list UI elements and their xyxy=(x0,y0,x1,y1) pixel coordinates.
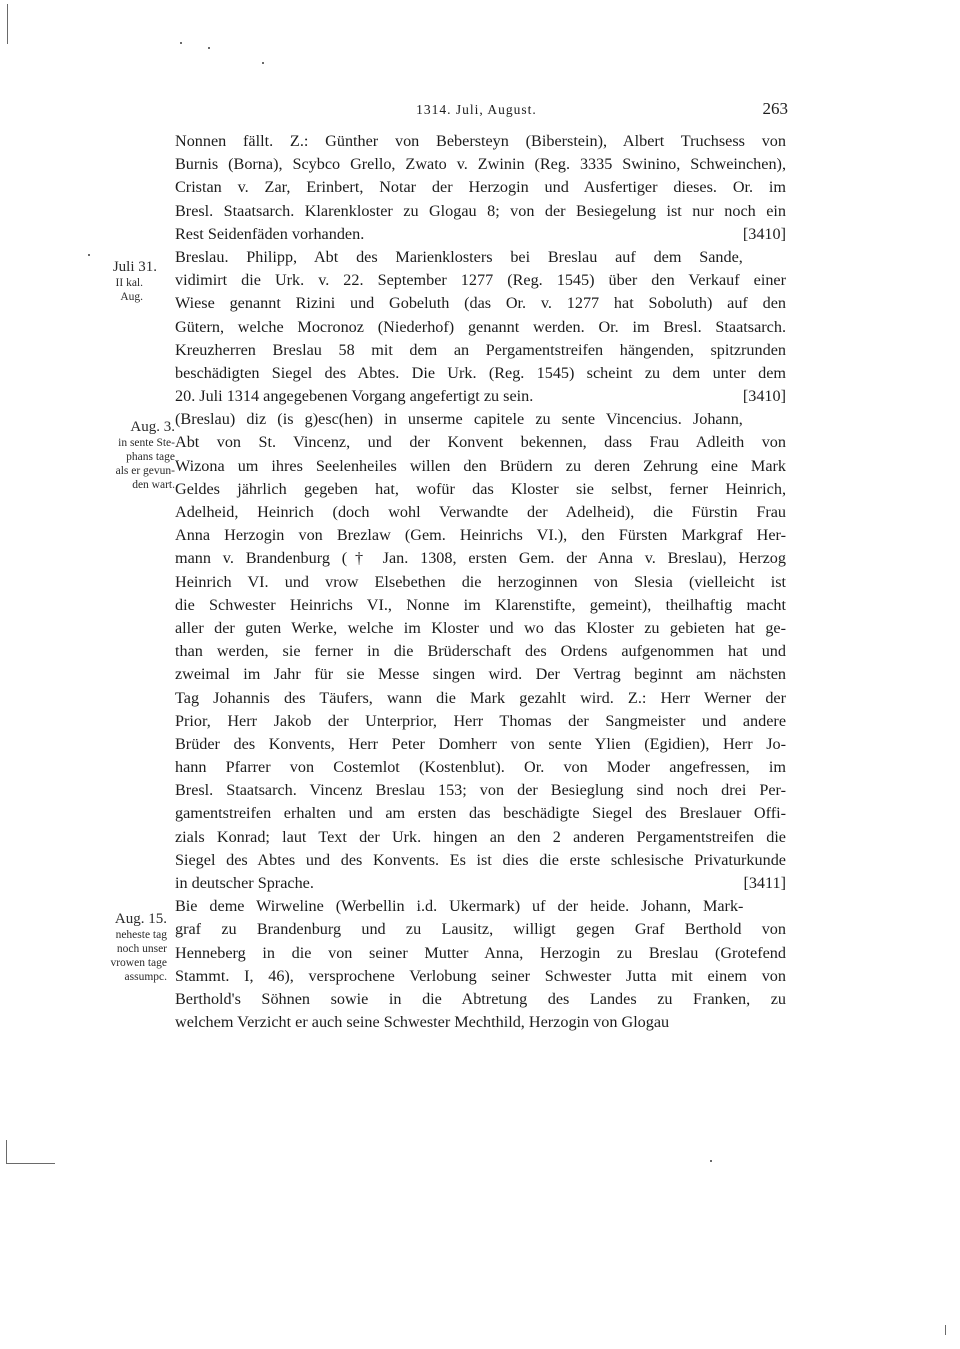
text-line-content: Rest Seidenfäden vorhanden. xyxy=(175,224,365,243)
text-line xyxy=(175,385,786,408)
margin-note-line: Aug. xyxy=(120,291,143,303)
text-line: Henneberg in die von seiner Mutter Anna, Herzogin zu Breslau (Grotefend xyxy=(175,943,786,962)
page-number: 263 xyxy=(762,99,788,118)
text-line: Geldes jährlich gegeben hat, wofür das Kloster sie selbst, ferner Heinrich, xyxy=(175,479,786,498)
margin-date: Aug. 15. xyxy=(114,911,167,927)
scan-edge-mark xyxy=(7,1163,55,1164)
scan-speck xyxy=(180,42,182,44)
scan-edge-mark xyxy=(945,1325,946,1335)
text-line: welchem Verzicht er auch seine Schwester Mechthild, Herzogin von Glogau xyxy=(175,1013,670,1032)
text-line-content: 20. Juli 1314 angegebenen Vorgang angefertigt zu sein. xyxy=(175,387,534,406)
text-line: Burnis (Borna), Scybco Grello, Zwato v. Zwinin (Reg. 3335 Swinino, Schweinchen), xyxy=(175,155,786,174)
text-line: Brüder des Konvents, Herr Peter Domherr von sente Ylien (Egidien), Herr Jo- xyxy=(175,734,786,753)
margin-note-line: in sente Ste- xyxy=(118,437,175,449)
text-line xyxy=(175,872,786,895)
scan-speck xyxy=(262,62,264,64)
margin-note-line: II kal. xyxy=(115,277,143,289)
text-line: hann Pfarrer von Costemlot (Kostenblut). Or. von Moder angefressen, im xyxy=(175,758,786,777)
text-line: gamentstreifen erhalten und am ersten das beschädigte Siegel des Breslauer Offi- xyxy=(175,804,786,823)
text-line: Siegel des Abtes und des Konvents. Es ist dies die erste schlesische Privaturkunde xyxy=(175,850,786,869)
text-line-content: in deutscher Sprache. xyxy=(175,874,314,892)
scan-speck xyxy=(88,254,90,256)
text-line: Cristan v. Zar, Erinbert, Notar der Herzogin und Ausfertiger dieses. Or. im xyxy=(175,178,786,197)
text-line: Nonnen fällt. Z.: Günther von Bebersteyn (Biberstein), Albert Truchsess von xyxy=(175,132,786,150)
text-line: Prior, Herr Jakob der Unterprior, Herr Thomas der Sangmeister und andere xyxy=(175,711,786,730)
text-line: Heinrich VI. und vrow Elsebethen die herzoginnen von Slesia (vielleicht ist xyxy=(175,572,786,591)
text-line xyxy=(175,223,786,246)
margin-note-line: phans tage xyxy=(126,451,175,463)
margin-note-line: den wart. xyxy=(132,479,175,491)
text-line: Wiese genannt Rizini und Gobeluth (das Or. v. 1277 hat Soboluth) auf den xyxy=(175,294,786,313)
text-line: Breslau. Philipp, Abt des Marienklosters bei Breslau auf dem Sande, xyxy=(175,247,743,266)
text-line: Abt von St. Vincenz, und der Konvent bekennen, dass Frau Adleith von xyxy=(175,433,786,452)
text-line: Wizona um ihres Seelenheiles willen den Brüdern zu deren Zehrung eine Mark xyxy=(175,456,786,475)
margin-note-line: neheste tag xyxy=(115,929,167,941)
text-line: aller der guten Werke, welche im Kloster und wo das Kloster zu gebieten hat ge- xyxy=(175,618,786,637)
text-line: beschädigten Siegel des Abtes. Die Urk. (Reg. 1545) scheint zu dem unter dem xyxy=(175,363,786,382)
margin-note-aug-3 xyxy=(80,418,175,492)
text-line: Bresl. Staatsarch. Klarenkloster zu Glogau 8; von der Besiegelung ist nur noch ein xyxy=(175,201,786,220)
entry-number: [3411] xyxy=(743,874,786,892)
text-line: zweimal im Jahr für sie Messe singen wird. Der Vertrag beginnt am nächsten xyxy=(175,665,786,684)
text-line: vidimirt die Urk. v. 22. September 1277 (Reg. 1545) über den Verkauf einer xyxy=(175,271,786,290)
scan-speck xyxy=(710,1160,712,1162)
text-line: Tag Johannis des Täufers, wann die Mark gezahlt wird. Z.: Herr Werner der xyxy=(175,688,786,707)
text-line: than werden, sie ferner in die Brüderschaft des Ordens aufgenommen hat und xyxy=(175,642,786,661)
scan-edge-mark xyxy=(6,1140,7,1164)
text-line: Gütern, welche Mocronoz (Niederhof) genannt werden. Or. im Bresl. Staatsarch. xyxy=(175,317,786,336)
margin-note-line: als er gevun- xyxy=(115,465,175,477)
header-title: 1314. Juli, August. xyxy=(416,102,537,117)
text-line: Anna Herzogin von Brezlaw (Gem. Heinrichs VI.), den Fürsten Markgraf Her- xyxy=(175,526,786,545)
margin-date: Juli 31. xyxy=(112,259,157,275)
text-line: die Schwester Heinrichs VI., Nonne im Klarenstifte, gemeint), theilhaftig macht xyxy=(175,595,786,614)
entry-number: [3410] xyxy=(742,387,786,406)
margin-note-juli-31 xyxy=(62,258,157,304)
text-line: zials Konrad; laut Text der Urk. hingen an den 2 anderen Pergamentstreifen die xyxy=(175,827,786,846)
margin-note-line: vrowen tage xyxy=(110,957,167,969)
running-header xyxy=(175,99,788,126)
text-line: (Breslau) diz (is g)esc(hen) in unserme capitele zu sente Vincencius. Johann, xyxy=(175,410,743,429)
text-line: Berthold's Söhnen sowie in die Abtretung des Landes zu Franken, zu xyxy=(175,989,786,1008)
text-line: Adelheid, Heinrich (doch wohl Verwandte der Adelheid), die Fürstin Frau xyxy=(175,503,786,521)
margin-note-aug-15 xyxy=(72,910,167,984)
text-line: Stammt. I, 46), versprochene Verlobung seiner Schwester Jutta mit einem von xyxy=(175,966,786,985)
margin-date: Aug. 3. xyxy=(130,419,175,435)
text-line: mann v. Brandenburg († Jan. 1308, ersten Gem. der Anna v. Breslau), Herzog xyxy=(175,549,786,568)
text-line: graf zu Brandenburg und zu Lausitz, willigt gegen Graf Berthold von xyxy=(175,920,786,939)
text-line: Bie deme Wirweline (Werbellin i.d. Ukermark) uf der heide. Johann, Mark- xyxy=(175,897,744,916)
text-line: Bresl. Staatsarch. Vincenz Breslau 153; von der Besieglung sind noch drei Per- xyxy=(175,781,786,800)
body-text xyxy=(175,130,786,1034)
text-line: Kreuzherren Breslau 58 mit dem an Pergamentstreifen hängenden, spitzrunden xyxy=(175,340,786,359)
margin-note-line: assumpc. xyxy=(124,971,167,983)
entry-number: [3410] xyxy=(742,224,786,243)
margin-note-line: noch unser xyxy=(116,943,167,955)
scan-speck xyxy=(208,47,210,49)
scan-edge-mark xyxy=(7,4,8,44)
